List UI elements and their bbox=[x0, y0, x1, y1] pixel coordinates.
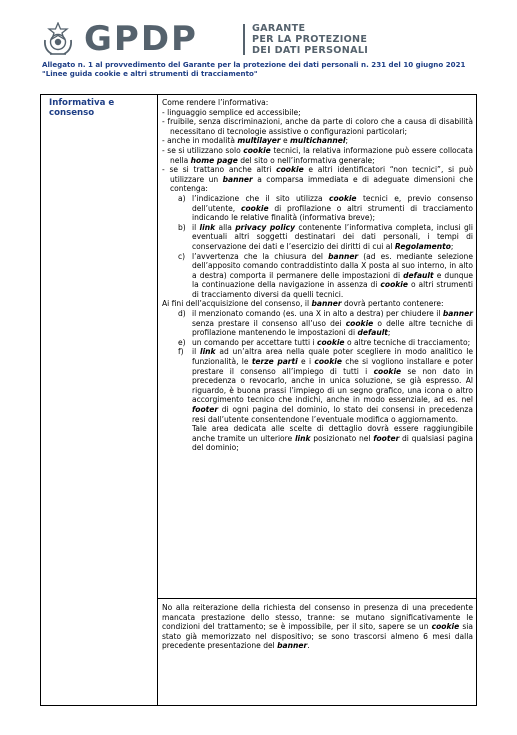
list-item: d) il menzionato comando (es. una X in alto a destra) per chiudere il banner senza prestare il consenso all’uso dei cookie o delle altre tecniche di profilazione mantenendo le impostazioni di default; bbox=[178, 309, 473, 338]
column-divider bbox=[157, 95, 158, 705]
section-content bbox=[162, 98, 473, 453]
gpdp-logo: GPDP bbox=[84, 19, 198, 59]
list-item: a) l’indicazione che il sito utilizza cookie tecnici e, previo consenso dell’utente, cookie di profilazione o altri strumenti di tracciamento indicando le relative finalità (informativa breve); bbox=[178, 193, 473, 223]
list-item-continuation: Tale area dedicata alle scelte di dettaglio dovrà essere raggiungibile anche tramite un ulteriore link posizionato nel footer di qualsiasi pagina del dominio; bbox=[192, 424, 473, 453]
list-item: b) il link alla privacy policy contenente l’informativa completa, inclusi gli eventuali altri soggetti destinatari dei dati personali, i tempi di conservazione dei dati e l’esercizio dei diritti di cui al Regolamento; bbox=[178, 222, 473, 251]
list-item: - se si trattano anche altri cookie e altri identificatori “non tecnici”, si può utilizzare un banner a comparsa immediata e di adeguate dimensioni che contenga: bbox=[162, 165, 474, 194]
list-item: - linguaggio semplice ed accessibile; bbox=[162, 107, 301, 117]
list-item: f) il link ad un’altra area nella quale poter scegliere in modo analitico le funzionalità, le terze parti e i cookie che si vogliono installare e poter prestare il consenso all’impiego di tutti i cookie se non dato in precedenza o revocarlo, anche in unica soluzione, se già espresso. Al riguardo, è buona prassi l’impiego di un segno grafico, una icona o altro accorgimento tecnico che indichi, anche in modo essenziale, ad es. nel footer di ogni pagina del dominio, lo stato dei consensi in precedenza resi dall’utente consentendone l’eventuale modifica o aggiornamento. bbox=[178, 347, 474, 424]
consent-intro: Ai fini dell’acquisizione del consenso, il banner dovrà pertanto contenere: bbox=[162, 299, 444, 309]
logo-divider bbox=[243, 24, 245, 55]
page-header bbox=[42, 19, 482, 59]
row-divider bbox=[157, 598, 476, 599]
list-item: e) un comando per accettare tutti i cookie o altre tecniche di tracciamento; bbox=[178, 337, 471, 347]
guidelines-table bbox=[40, 94, 477, 706]
list-item: - fruibile, senza discriminazioni, anche da parte di coloro che a causa di disabilità necessitano di tecnologie assistive o configurazioni particolari; bbox=[162, 117, 473, 136]
intro-text: Come rendere l’informativa: bbox=[162, 98, 269, 107]
document-caption: Allegato n. 1 al provvedimento del Garante per la protezione dei dati personali n. 231 del 10 giugno 2021 "Linee guida cookie e altri strumenti di tracciamento" bbox=[42, 60, 466, 78]
list-item: - anche in modalità multilayer e multichannel; bbox=[162, 136, 349, 146]
list-item: - se si utilizzano solo cookie tecnici, la relativa informazione può essere collocata nella home page del sito o nell’informativa generale; bbox=[162, 145, 474, 165]
emblem-icon bbox=[42, 22, 74, 56]
section-label: Informativa e consenso bbox=[49, 98, 115, 118]
list-item: c) l’avvertenza che la chiusura del banner (ad es. mediante selezione dell’apposito comando contraddistinto dalla X posta al suo interno, in alto a destra) comporta il permanere delle impostazioni di default e dunque la continuazione della navigazione in assenza di cookie o altri strumenti di tracciamento diversi da quelli tecnici. bbox=[178, 251, 473, 299]
logo-subtitle: GARANTE PER LA PROTEZIONE DEI DATI PERSONALI bbox=[252, 23, 369, 56]
reiteration-note: No alla reiterazione della richiesta del consenso in presenza di una precedente mancata prestazione dello stesso, tranne: se mutano significativamente le condizioni del trattamento; se è impossibile, per il sito, sapere se un cookie sia stato già memorizzato nel dispositivo; se sono trascorsi almeno 6 mesi dalla precedente presentazione del banner. bbox=[162, 603, 473, 651]
